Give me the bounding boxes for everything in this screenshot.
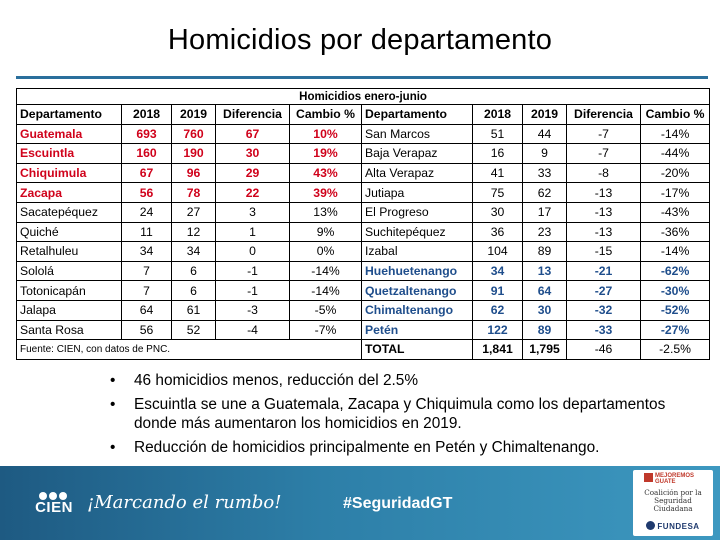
fundesa-text: FUNDESA (657, 522, 700, 531)
table-row (17, 300, 710, 320)
right-dif-cell: -13 (567, 222, 641, 242)
header-2019-2: 2019 (523, 105, 567, 125)
right-dept-cell: Chimaltenango (362, 300, 473, 320)
left-dif-cell: 1 (216, 222, 290, 242)
right-dif-cell: -27 (567, 281, 641, 301)
left-pct-cell: 10% (290, 124, 362, 144)
header-2019: 2019 (172, 105, 216, 125)
right-dept-cell: Suchitepéquez (362, 222, 473, 242)
left-dept-cell: Jalapa (17, 300, 122, 320)
bullet-dot-icon: • (110, 438, 116, 456)
left-pct-cell: 43% (290, 163, 362, 183)
header-diferencia-2: Diferencia (567, 105, 641, 125)
bullet-text: 46 homicidios menos, reducción del 2.5% (134, 372, 419, 389)
left-y2018-cell: 64 (122, 300, 172, 320)
title-divider (16, 76, 708, 79)
right-y2019-cell: 30 (523, 300, 567, 320)
cien-logo (33, 487, 75, 521)
right-pct-cell: -14% (641, 242, 710, 262)
source-note: Fuente: CIEN, con datos de PNC. (17, 340, 362, 360)
right-pct-cell: -14% (641, 124, 710, 144)
right-y2019-cell: 89 (523, 320, 567, 340)
table-row (17, 261, 710, 281)
table-header-row (17, 105, 710, 125)
left-y2019-cell: 6 (172, 261, 216, 281)
left-pct-cell: 19% (290, 144, 362, 164)
right-dept-cell: El Progreso (362, 202, 473, 222)
left-dif-cell: 22 (216, 183, 290, 203)
right-y2019-cell: 89 (523, 242, 567, 262)
bullet-text: Reducción de homicidios principalmente en Petén y Chimaltenango. (134, 438, 600, 456)
table-caption: Homicidios enero-junio (17, 89, 710, 105)
right-dif-cell: -15 (567, 242, 641, 262)
table-row (17, 222, 710, 242)
bullet-dot-icon: • (110, 395, 116, 413)
right-y2018-cell: 62 (473, 300, 523, 320)
header-2018-2: 2018 (473, 105, 523, 125)
header-2018: 2018 (122, 105, 172, 125)
right-dept-cell: Alta Verapaz (362, 163, 473, 183)
bullet-item (110, 395, 710, 434)
fundesa-logo (633, 521, 713, 531)
left-dept-cell: Santa Rosa (17, 320, 122, 340)
left-y2018-cell: 7 (122, 281, 172, 301)
fundesa-icon (646, 521, 655, 530)
right-pct-cell: -17% (641, 183, 710, 203)
left-dif-cell: 30 (216, 144, 290, 164)
right-y2019-cell: 62 (523, 183, 567, 203)
right-dif-cell: -33 (567, 320, 641, 340)
left-dif-cell: 3 (216, 202, 290, 222)
right-pct-cell: -43% (641, 202, 710, 222)
header-departamento: Departamento (17, 105, 122, 125)
bullet-list (110, 371, 710, 461)
bullet-text: Escuintla se une a Guatemala, Zacapa y Chiquimula como los departamentos donde más aumentaron los homicidios en 2019. (134, 395, 666, 432)
left-dept-cell: Sacatepéquez (17, 202, 122, 222)
right-pct-cell: -20% (641, 163, 710, 183)
left-dif-cell: -1 (216, 281, 290, 301)
bullet-item (110, 438, 710, 458)
right-pct-cell: -52% (641, 300, 710, 320)
footer-banner (0, 466, 720, 540)
left-dept-cell: Zacapa (17, 183, 122, 203)
right-dif-cell: -13 (567, 183, 641, 203)
right-pct-cell: -36% (641, 222, 710, 242)
header-cambio: Cambio % (290, 105, 362, 125)
right-dept-cell: Huehuetenango (362, 261, 473, 281)
left-pct-cell: -7% (290, 320, 362, 340)
left-y2019-cell: 52 (172, 320, 216, 340)
left-pct-cell: 13% (290, 202, 362, 222)
left-dept-cell: Guatemala (17, 124, 122, 144)
right-y2018-cell: 16 (473, 144, 523, 164)
left-y2018-cell: 7 (122, 261, 172, 281)
left-y2018-cell: 11 (122, 222, 172, 242)
table-row (17, 320, 710, 340)
homicides-table (16, 88, 710, 360)
right-dept-cell: Jutiapa (362, 183, 473, 203)
header-diferencia: Diferencia (216, 105, 290, 125)
total-label: TOTAL (362, 340, 473, 360)
total-diferencia: -46 (567, 340, 641, 360)
right-y2018-cell: 41 (473, 163, 523, 183)
left-y2018-cell: 160 (122, 144, 172, 164)
left-y2019-cell: 96 (172, 163, 216, 183)
right-pct-cell: -30% (641, 281, 710, 301)
right-y2018-cell: 30 (473, 202, 523, 222)
right-y2019-cell: 17 (523, 202, 567, 222)
header-cambio-2: Cambio % (641, 105, 710, 125)
left-dept-cell: Quiché (17, 222, 122, 242)
right-y2018-cell: 122 (473, 320, 523, 340)
right-y2019-cell: 64 (523, 281, 567, 301)
right-y2018-cell: 91 (473, 281, 523, 301)
left-y2019-cell: 78 (172, 183, 216, 203)
right-y2019-cell: 33 (523, 163, 567, 183)
left-y2019-cell: 760 (172, 124, 216, 144)
bullet-item (110, 371, 710, 391)
left-y2019-cell: 12 (172, 222, 216, 242)
total-2019: 1,795 (523, 340, 567, 360)
right-dif-cell: -13 (567, 202, 641, 222)
left-dif-cell: 0 (216, 242, 290, 262)
left-dept-cell: Sololá (17, 261, 122, 281)
table-row (17, 281, 710, 301)
left-dept-cell: Totonicapán (17, 281, 122, 301)
total-2018: 1,841 (473, 340, 523, 360)
right-dept-cell: Quetzaltenango (362, 281, 473, 301)
left-dept-cell: Escuintla (17, 144, 122, 164)
right-dept-cell: Petén (362, 320, 473, 340)
left-y2019-cell: 27 (172, 202, 216, 222)
left-y2019-cell: 6 (172, 281, 216, 301)
left-y2018-cell: 24 (122, 202, 172, 222)
right-dept-cell: Baja Verapaz (362, 144, 473, 164)
right-y2019-cell: 9 (523, 144, 567, 164)
left-pct-cell: -14% (290, 261, 362, 281)
left-y2018-cell: 56 (122, 183, 172, 203)
total-cambio: -2.5% (641, 340, 710, 360)
left-pct-cell: 39% (290, 183, 362, 203)
left-dif-cell: -4 (216, 320, 290, 340)
right-pct-cell: -44% (641, 144, 710, 164)
table-row (17, 163, 710, 183)
right-y2018-cell: 36 (473, 222, 523, 242)
left-y2019-cell: 61 (172, 300, 216, 320)
table-row (17, 242, 710, 262)
right-pct-cell: -62% (641, 261, 710, 281)
table-row (17, 202, 710, 222)
right-dept-cell: San Marcos (362, 124, 473, 144)
left-pct-cell: 9% (290, 222, 362, 242)
partner-top-text: MEJOREMOS GUATE (655, 473, 695, 485)
left-y2019-cell: 34 (172, 242, 216, 262)
right-dif-cell: -7 (567, 144, 641, 164)
right-dept-cell: Izabal (362, 242, 473, 262)
left-y2018-cell: 56 (122, 320, 172, 340)
total-row (17, 340, 710, 360)
right-y2019-cell: 44 (523, 124, 567, 144)
right-dif-cell: -8 (567, 163, 641, 183)
table-row (17, 124, 710, 144)
header-departamento-2: Departamento (362, 105, 473, 125)
footer-slogan: ¡Marcando el rumbo! (87, 492, 282, 513)
left-pct-cell: 0% (290, 242, 362, 262)
left-pct-cell: -14% (290, 281, 362, 301)
left-y2018-cell: 67 (122, 163, 172, 183)
partner-name: Coalición por la Seguridad Ciudadana (644, 488, 702, 513)
left-pct-cell: -5% (290, 300, 362, 320)
right-y2018-cell: 34 (473, 261, 523, 281)
partner-logo (633, 470, 713, 536)
table-row (17, 144, 710, 164)
left-dif-cell: -1 (216, 261, 290, 281)
mejoremos-guate-icon (644, 473, 653, 482)
table-row (17, 183, 710, 203)
left-dif-cell: 29 (216, 163, 290, 183)
cien-logo-text: CIEN (35, 499, 73, 516)
left-y2019-cell: 190 (172, 144, 216, 164)
right-y2019-cell: 13 (523, 261, 567, 281)
left-dept-cell: Retalhuleu (17, 242, 122, 262)
right-dif-cell: -7 (567, 124, 641, 144)
left-dept-cell: Chiquimula (17, 163, 122, 183)
right-y2018-cell: 51 (473, 124, 523, 144)
left-dif-cell: -3 (216, 300, 290, 320)
left-y2018-cell: 34 (122, 242, 172, 262)
right-dif-cell: -21 (567, 261, 641, 281)
right-pct-cell: -27% (641, 320, 710, 340)
left-y2018-cell: 693 (122, 124, 172, 144)
right-y2019-cell: 23 (523, 222, 567, 242)
slide-title: Homicidios por departamento (167, 24, 553, 56)
right-y2018-cell: 75 (473, 183, 523, 203)
bullet-dot-icon: • (110, 372, 116, 389)
right-dif-cell: -32 (567, 300, 641, 320)
right-y2018-cell: 104 (473, 242, 523, 262)
footer-hashtag: #SeguridadGT (343, 495, 453, 512)
logo-dots (39, 487, 69, 499)
left-dif-cell: 67 (216, 124, 290, 144)
